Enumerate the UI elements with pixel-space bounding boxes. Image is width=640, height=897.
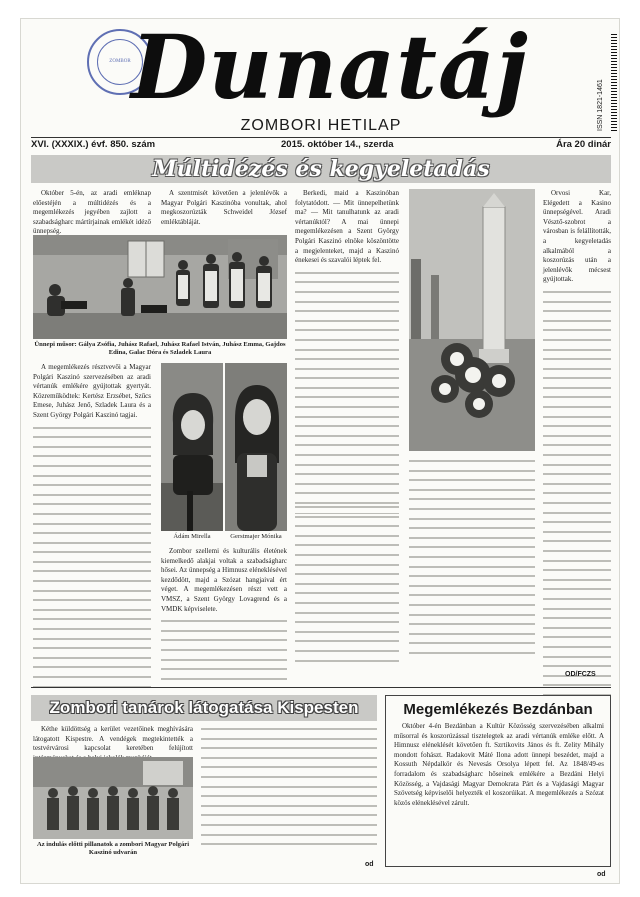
lead-mid-lower-text-lines xyxy=(161,617,287,689)
photo-teachers-caption: Az indulás előtti pillanatok a zombori Magyar Polgári Kaszinó udvarán xyxy=(36,841,190,856)
lead-col3-text-lines xyxy=(295,269,399,519)
lead-col4-lower-lines xyxy=(409,457,535,679)
lead-right-col-text: Orvosi Kar, Elégedett a Kasino ünnepségével. Aradi Vésztő-szobrot a városban is felállították, a kegyeletadás alkalmából a koszorúzás után a jelenlévők mécsest gyújtottak. xyxy=(543,189,611,679)
photo-singer-gerstmajer-image xyxy=(225,363,287,531)
bezdan-signature: od xyxy=(597,871,606,878)
section-rule xyxy=(31,687,611,688)
kispest-right-col-lines xyxy=(201,725,377,855)
kispest-headline-banner xyxy=(31,695,377,721)
kispest-headline: Zombori tanárok látogatása Kispesten xyxy=(49,698,359,717)
lead-col4-lower xyxy=(409,457,535,681)
photo-monument-wreaths xyxy=(409,189,535,451)
lead-col3-lower xyxy=(295,503,399,681)
lead-col2-intro: A szentmisét követően a jelenlévők a Magyar Polgári Kaszinóba vonultak, ahol megkoszorúzták Schweidel József emléktábláját. xyxy=(161,189,287,226)
photo-performers-image xyxy=(33,235,287,339)
photo-performers xyxy=(33,235,287,339)
lead-right-col-text-lines xyxy=(543,288,611,708)
top-rule xyxy=(31,137,611,138)
bezdan-article-box xyxy=(385,695,611,867)
photo-performers-caption: Ünnepi műsor: Gálya Zsófia, Juhász Rafael, Juhász Rafael István, Juhász Emma, Gajdos Edina, Galac Dóra és Szladek Laura xyxy=(34,341,286,356)
issue-date: 2015. október 14., szerda xyxy=(281,139,394,150)
bezdan-text: Október 4-én Bezdánban a Kultúr Közösség szervezésében alkalmi műsorral és koszorúzással tisztelegtek az aradi vértanúk emléke előtt. A Himnusz eléneklését követően ft. Szrtikovits János és ft. Zelity Mihály mondott fohászt. Radakovit Máté Ilona adott ünnepi beszédet, majd a Kossuth Népdalkör és Nevesás Orsolya lépett fel. Az 1848/49-es forradalom és szabadságharc hőseinek emlékére a Bezdáni Helyi Közösség, a Vajdasági Magyar Demokrata Párt és a Vajdasági Magyar Szövetség képviselői helyezték el koszorúikat. A megemlékezés a Szózat közös eléneklésével zárult. xyxy=(394,722,604,807)
newspaper-page xyxy=(20,15,620,884)
barcode xyxy=(611,33,617,131)
lead-headline-banner xyxy=(31,155,611,183)
kispest-signature: od xyxy=(365,861,374,868)
issue-line xyxy=(31,139,611,151)
lead-left-lower-text: A megemlékezés résztvevői a Magyar Polgári Kaszinó szervezésében az aradi vértanúk emlékére gyújtottak gyertyát. Közreműködtek: Kertész Erzsébet, Szűcs Emese, Juhász Jenő, Szladek Laura és a Szent György Polgári Kaszinó tagjai. xyxy=(33,363,151,681)
issue-volume: XVI. (XXXIX.) évf. 850. szám xyxy=(31,139,156,150)
photo-teachers-group-image xyxy=(33,757,193,839)
lead-col3-text: Berkedi, maid a Kaszinóban folytatódott. — Mit ünnepelhetünk ma? — Mit tanulhatunk az aradi vértanúktól? A mai ünnepi megemlékezésen a Szent György Polgári Kaszinó elnöke köszöntötte a megjelenteket, majd a Kaszinó énekesei és szavalói léptek fel. xyxy=(295,189,399,499)
photo-singer-adam xyxy=(161,363,223,531)
lead-col1-intro: Október 5-én, az aradi emléknap előestéjén a múltidézés és a megemlékezés jegyében zajlott a szabadságharc mártírjainak emlékét idéző ünnepség. xyxy=(33,189,151,236)
lead-headline: Múltidézés és kegyeletadás xyxy=(152,156,490,182)
issue-price: Ára 20 dinár xyxy=(556,139,611,150)
newspaper-subtitle: ZOMBORI HETILAP xyxy=(240,117,402,134)
photo-singer-gerstmajer xyxy=(225,363,287,531)
lead-mid-lower-text: Zombor szellemi és kulturális életének kiemelkedő alakjai voltak a szabadságharc hősei. Az ünnepség a Himnusz eléneklésével kezdődött, majd a Szózat hangjaival ért véget. A megemlékezésen részt vett a VMSZ, a Szent György Lovagrend és a VMDK képviselete. xyxy=(161,547,287,681)
lead-left-lower-text-lines xyxy=(33,424,151,694)
bezdan-headline: Megemlékezés Bezdánban xyxy=(403,701,593,718)
seal-inner-ring: ZOMBOR xyxy=(97,39,143,85)
issn-number: ISSN 1821-1461 xyxy=(597,79,604,131)
photo-singer-adam-caption: Ádám Mirella xyxy=(173,533,211,540)
photo-singer-adam-image xyxy=(161,363,223,531)
photo-teachers-group xyxy=(33,757,193,839)
lead-signature: OD/FCZS xyxy=(565,671,596,678)
lead-col3-lower-lines xyxy=(295,503,399,679)
newspaper-title: Dunatáj xyxy=(131,15,529,119)
photo-singer-gerstmajer-caption: Gerstmajer Mónika xyxy=(230,533,282,540)
photo-monument-image xyxy=(409,189,535,451)
kispest-text: Kéthe küldöttség a kerület vezetőinek meghívására látogatott Kispestre. A vendégek megtekintették a testvérvárosi kapcsolat keretében felújított xyxy=(33,725,193,753)
kispest-right-col xyxy=(201,725,377,857)
